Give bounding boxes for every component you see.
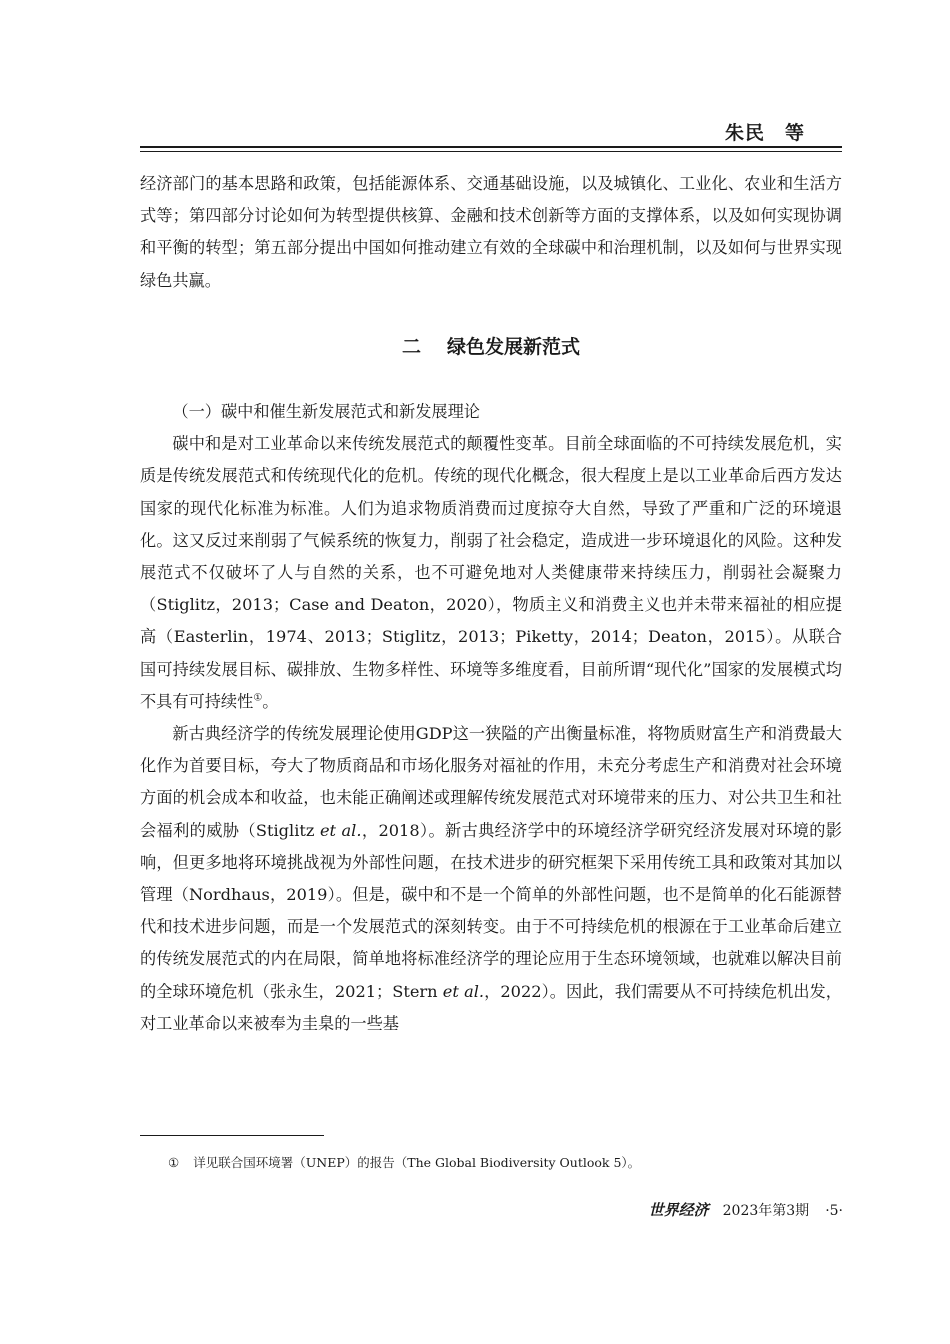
main-body xyxy=(140,396,842,1040)
section-heading xyxy=(140,332,842,359)
subsection-title: （一）碳中和催生新发展范式和新发展理论 xyxy=(172,402,480,421)
header-rule-thin xyxy=(140,151,842,152)
intro-paragraph-text: 经济部门的基本思路和政策，包括能源体系、交通基础设施，以及城镇化、工业化、农业和生活方式等；第四部分讨论如何为转型提供核算、金融和技术创新等方面的支撑体系，以及如何实现协调和平衡的转型；第五部分提出中国如何推动建立有效的全球碳中和治理机制，以及如何与世界实现绿色共赢。 xyxy=(140,174,842,290)
paragraph-2-part1: 新古典经济学的传统发展理论使用GDP这一狭隘的产出衡量标准，将物质财富生产和消费最大化作为首要目标，夸大了物质商品和市场化服务对福祉的作用，未充分考虑生产和消费对社会环境方面的机会成本和收益，也未能正确阐述或理解传统发展范式对环境带来的压力、对公共卫生和社会福利的威胁（Stiglitz xyxy=(140,724,842,840)
journal-name: 世界经济 xyxy=(648,1201,709,1219)
paragraph-1-end: 。 xyxy=(262,691,279,711)
intro-paragraph xyxy=(140,168,842,297)
section-number: 二 xyxy=(401,336,421,358)
footnote-text: 详见联合国环境署（UNEP）的报告（The Global Biodiversity Outlook 5）。 xyxy=(193,1155,641,1170)
header-rule-thick xyxy=(140,146,842,148)
footnote-mark: ① xyxy=(168,1155,180,1170)
paragraph-2-etal-2: et al. xyxy=(442,981,485,1001)
section-title: 绿色发展新范式 xyxy=(447,336,581,358)
paragraph-2 xyxy=(140,718,842,1040)
footnote-reference: ① xyxy=(253,692,263,704)
issue-info: 2023年第3期 xyxy=(722,1203,810,1219)
footnote xyxy=(168,1153,640,1171)
paragraph-2-part3: ，2022）。因此，我们需要从不可持续危机出发，对工业革命以来被奉为圭臬的一些基 xyxy=(140,981,842,1033)
running-header-author: 朱民 等 xyxy=(725,122,806,144)
footnote-rule xyxy=(140,1135,324,1136)
paragraph-1-text: 碳中和是对工业革命以来传统发展范式的颠覆性变革。目前全球面临的不可持续发展危机，实质是传统发展范式和传统现代化的危机。传统的现代化概念，很大程度上是以工业革命后西方发达国家的现代化标准为标准。人们为追求物质消费而过度掠夺大自然，导致了严重和广泛的环境退化。这又反过来削弱了气候系统的恢复力，削弱了社会稳定，造成进一步环境退化的风险。这种发展范式不仅破坏了人与自然的关系，也不可避免地对人类健康带来持续压力，削弱社会凝聚力（Stiglitz，2013；Case and Deaton，2020），物质主义和消费主义也并未带来福祉的相应提高（Easterlin，1974、2013；Stiglitz，2013；Piketty，2014；Deaton，2015）。从联合国可持续发展目标、碳排放、生物多样性、环境等多维度看，目前所谓“现代化”国家的发展模式均不具有可持续性 xyxy=(140,434,842,711)
page-number: ·5· xyxy=(825,1203,843,1219)
paragraph-2-etal-1: et al. xyxy=(319,820,362,840)
paragraph-2-part2: ，2018）。新古典经济学中的环境经济学研究经济发展对环境的影响，但更多地将环境挑战视为外部性问题，在技术进步的研究框架下采用传统工具和政策对其加以管理（Nordhaus，2019）。但是，碳中和不是一个简单的外部性问题，也不是简单的化石能源替代和技术进步问题，而是一个发展范式的深刻转变。由于不可持续危机的根源在于工业革命后建立的传统发展范式的内在局限，简单地将标准经济学的理论应用于生态环境领域，也就难以解决目前的全球环境危机（张永生，2021；Stern xyxy=(140,820,842,1001)
paragraph-1 xyxy=(140,428,842,718)
page-footer xyxy=(588,1199,843,1220)
